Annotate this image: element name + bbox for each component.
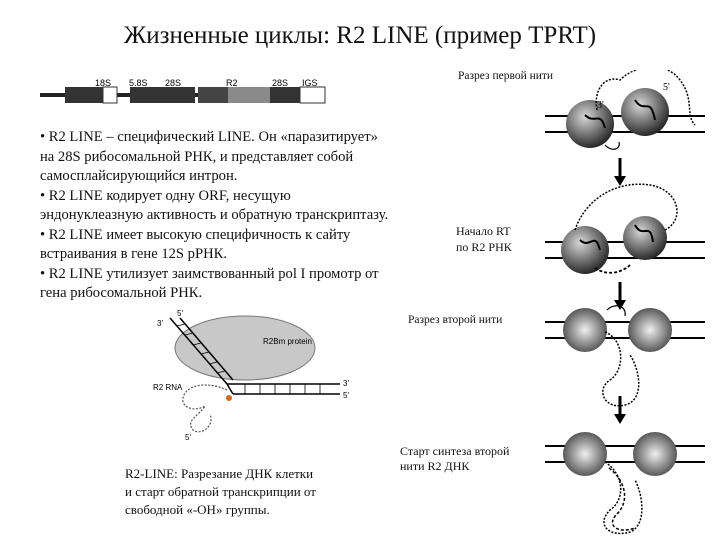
bullet-line: • R2 LINE утилизует заимствованный pol I промотр от	[40, 265, 379, 282]
arrow-head	[614, 414, 626, 424]
rdna-gene-map	[40, 78, 340, 108]
stage-2-rt-start	[545, 184, 705, 310]
protein-sphere	[566, 100, 614, 148]
bullet-list	[40, 128, 440, 304]
protein-sphere	[563, 432, 607, 476]
stage-1-first-strand-cut	[545, 70, 705, 186]
stage-4-second-strand-synthesis	[545, 432, 705, 533]
bullet-line: гена рибосомальной РНК.	[40, 285, 203, 301]
bullet-line: самосплайсирующийся интрон.	[40, 168, 238, 184]
end-label: 5'	[185, 433, 191, 442]
protein-sphere	[563, 308, 607, 352]
bullet-line: • R2 LINE – специфический LINE. Он «паразитирует»	[40, 129, 378, 145]
caption-line: R2-LINE: Разрезание ДНК клетки	[125, 466, 314, 481]
caption-rt-start	[456, 223, 512, 255]
bullet-line: эндонуклеазную активность и обратную транскриптазу.	[40, 207, 389, 223]
cut-site-marker	[226, 395, 232, 401]
protein-sphere	[561, 226, 609, 274]
caption-second-strand-cut: Разрез второй нити	[408, 314, 503, 326]
label-three-prime: 3'	[597, 100, 604, 111]
stage-3-second-strand-cut	[545, 306, 705, 424]
bullet-line: • R2 LINE кодирует одну ORF, несущую	[40, 187, 291, 204]
caption-bottom	[125, 465, 316, 519]
label-18s: 18S	[95, 78, 112, 88]
r2bm-protein-figure	[115, 308, 365, 448]
arrow-head	[614, 176, 626, 186]
caption-line: Старт синтеза второй	[400, 444, 510, 458]
bullet-line: встраивания в гене 12S рРНК.	[40, 246, 228, 262]
label-r2: R2	[226, 78, 238, 88]
end-label: 5'	[177, 309, 183, 318]
label-28s-a: 28S	[165, 78, 182, 88]
end-label: 3'	[157, 319, 163, 328]
rna-label: R2 RNA	[153, 383, 183, 392]
caption-line: Начало RT	[456, 224, 511, 238]
caption-second-strand-synthesis	[400, 444, 509, 474]
caption-line: свободной «-OH» группы.	[125, 502, 270, 517]
end-label: 5'	[343, 391, 349, 400]
rna-strand	[183, 385, 227, 432]
end-label: 3'	[343, 379, 349, 388]
label-igs: IGS	[302, 78, 318, 88]
label-28s-b: 28S	[272, 78, 289, 88]
bullet-line: на 28S рибосомальной РНК, и представляет собой	[40, 148, 354, 165]
label-five-prime: 5'	[663, 82, 670, 93]
caption-line: и старт обратной транскрипции от	[125, 484, 316, 499]
tprt-stages-diagram	[535, 70, 710, 540]
protein-sphere	[621, 88, 669, 136]
protein-sphere	[633, 432, 677, 476]
caption-line: нити R2 ДНК	[400, 459, 470, 473]
label-5-8s: 5.8S	[129, 78, 148, 88]
caption-line: по R2 РНК	[456, 240, 512, 254]
slide-title: Жизненные циклы: R2 LINE (пример TPRT)	[123, 22, 597, 49]
caption-first-strand-cut: Разрез первой нити	[458, 70, 554, 82]
protein-sphere	[623, 216, 667, 260]
protein-sphere	[628, 308, 672, 352]
bullet-line: • R2 LINE имеет высокую специфичность к сайту	[40, 226, 351, 243]
protein-label: R2Bm protein	[263, 337, 312, 346]
